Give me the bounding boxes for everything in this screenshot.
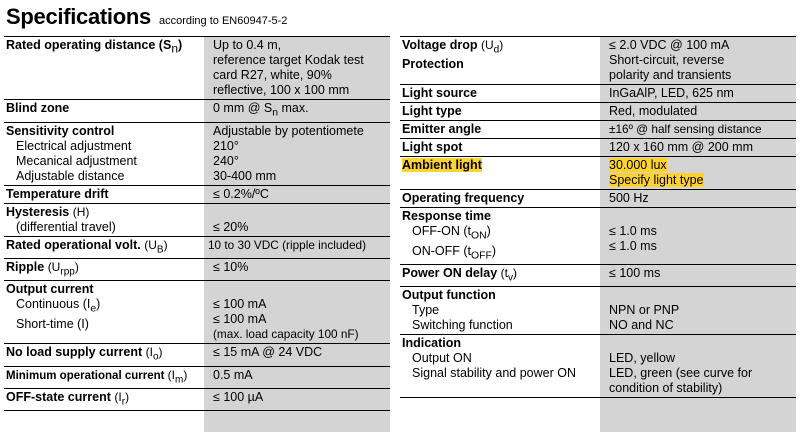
label-no-load: No load supply current xyxy=(6,345,143,360)
value-signal-stability-1: LED, green (see curve for xyxy=(609,366,753,381)
label-rated-volt: Rated operational volt. xyxy=(6,237,141,252)
value-hysteresis: ≤ 20% xyxy=(213,219,249,234)
spec-row-power-on-delay: Power ON delay $(t_v)$ ≤ 100 ms xyxy=(400,264,796,286)
label-mecanical-adjustment: Mecanical adjustment xyxy=(16,153,137,168)
spec-row-rated-distance: Rated operating distance $(S_n)$ Up to 0.4 m, reference target Kodak test card R27, white, 90% reflective, 100 x 100 mm xyxy=(4,36,390,99)
label-ripple: Ripple xyxy=(6,259,45,274)
label-emitter-angle: Emitter angle xyxy=(402,122,482,136)
spec-row-emitter-angle xyxy=(400,120,796,138)
spec-row-response-time xyxy=(400,207,796,264)
left-filler xyxy=(4,410,390,432)
value-protection-2: polarity and transients xyxy=(609,68,732,82)
label-blind-zone: Blind zone xyxy=(6,101,70,115)
label-temp-drift: Temperature drift xyxy=(6,186,109,201)
spec-row-temp-drift xyxy=(4,185,390,203)
value-electrical-adjustment: 210° xyxy=(213,138,239,153)
spec-row-op-freq xyxy=(400,189,796,207)
spec-row-indication xyxy=(400,334,796,397)
value-off-on: ≤ 1.0 ms xyxy=(609,224,657,238)
label-power-on-delay: Power ON delay xyxy=(402,266,498,280)
spec-row-min-current: Minimum operational current $(I_m)$ 0.5 mA xyxy=(4,366,390,388)
spec-row-ripple: Ripple $(U_{rpp})$ ≤ 10% xyxy=(4,258,390,280)
label-continuous: Continuous $(I_e)$ xyxy=(16,297,101,315)
value-voltage-drop: ≤ 2.0 VDC @ 100 mA xyxy=(609,38,730,52)
spec-row-light-type xyxy=(400,102,796,120)
value-load-capacity-note: (max. load capacity 100 nF) xyxy=(213,327,359,342)
value-protection-1: Short-circuit, reverse xyxy=(609,53,725,67)
label-switching-function: Switching function xyxy=(412,318,513,333)
value-temp-drift: ≤ 0.2%/ºC xyxy=(213,186,269,201)
page-subtitle: according to EN60947-5-2 xyxy=(158,15,288,27)
value-ripple: ≤ 10% xyxy=(213,259,249,274)
value-no-load: ≤ 15 mA @ 24 VDC xyxy=(213,345,323,360)
value-emitter-angle: ±16º @ half sensing distance xyxy=(609,122,762,136)
value-sensitivity: Adjustable by potentiomete xyxy=(213,123,364,138)
spec-row-light-source xyxy=(400,84,796,102)
value-blind-zone: 0 mm @ $S_n$ max. xyxy=(213,101,309,119)
value-rated-distance-3: card R27, white, 90% xyxy=(213,68,332,82)
spec-row-sensitivity xyxy=(4,122,390,185)
spec-row-off-state: OFF-state current $(I_r)$ ≤ 100 µA xyxy=(4,388,390,410)
label-output-function: Output function xyxy=(402,288,496,303)
spec-tables xyxy=(4,36,796,432)
label-voltage-drop: Voltage drop xyxy=(402,38,478,52)
spec-row-hysteresis: Hysteresis (H) (differential travel) ≤ 20% xyxy=(4,203,390,236)
value-light-spot: 120 x 160 mm @ 200 mm xyxy=(609,140,753,154)
value-switching-function: NO and NC xyxy=(609,318,674,333)
spec-row-blind-zone xyxy=(4,99,390,122)
value-light-source: InGaAlP, LED, 625 nm xyxy=(609,86,734,100)
label-op-freq: Operating frequency xyxy=(402,191,525,205)
spec-row-output-current xyxy=(4,280,390,343)
label-light-source: Light source xyxy=(402,86,478,100)
label-response-time: Response time xyxy=(402,209,491,223)
value-adjustable-distance: 30-400 mm xyxy=(213,168,277,183)
value-light-type: Red, modulated xyxy=(609,104,698,118)
value-mecanical-adjustment: 240° xyxy=(213,153,239,168)
label-rated-distance: Rated operating distance (S xyxy=(6,38,172,52)
page-title: Specifications xyxy=(6,4,151,29)
label-short-time: Short-time (I) xyxy=(16,316,89,331)
spec-table-left xyxy=(4,36,390,432)
label-electrical-adjustment: Electrical adjustment xyxy=(16,138,132,153)
value-rated-distance-1: Up to 0.4 m, xyxy=(213,38,282,52)
value-continuous: ≤ 100 mA xyxy=(213,297,267,312)
label-differential-travel: (differential travel) xyxy=(16,219,116,234)
label-output-on: Output ON xyxy=(412,351,472,366)
value-short-time: ≤ 100 mA xyxy=(213,312,267,327)
page-header xyxy=(6,4,287,30)
spec-row-rated-volt: Rated operational volt. $(U_B)$ 10 to 30 VDC (ripple included) xyxy=(4,236,390,258)
value-ambient-lux: 30.000 lux xyxy=(609,158,667,172)
spec-row-no-load: No load supply current $(I_o)$ ≤ 15 mA @ 24 VDC xyxy=(4,343,390,365)
label-protection: Protection xyxy=(402,57,464,72)
value-off-state: ≤ 100 µA xyxy=(213,390,264,405)
value-ambient-note: Specify light type xyxy=(609,173,704,187)
value-rated-volt: 10 to 30 VDC (ripple included) xyxy=(208,237,367,252)
value-on-off: ≤ 1.0 ms xyxy=(609,239,657,253)
label-signal-stability: Signal stability and power ON xyxy=(412,366,576,381)
label-output-current: Output current xyxy=(6,282,94,297)
label-type: Type xyxy=(412,303,440,318)
value-op-freq: 500 Hz xyxy=(609,191,649,205)
label-indication: Indication xyxy=(402,336,462,351)
spec-row-ambient-light xyxy=(400,156,796,189)
label-sensitivity: Sensitivity control xyxy=(6,123,115,138)
label-light-spot: Light spot xyxy=(402,140,463,154)
value-output-on: LED, yellow xyxy=(609,351,675,366)
spec-row-output-function xyxy=(400,286,796,334)
value-signal-stability-2: condition of stability) xyxy=(609,381,723,396)
label-off-on: OFF-ON $(t_{ON})$ xyxy=(412,224,491,242)
label-min-current: Minimum operational current xyxy=(6,369,165,382)
value-rated-distance-4: reflective, 100 x 100 mm xyxy=(213,83,350,97)
label-off-state: OFF-state current xyxy=(6,390,111,405)
value-power-on-delay: ≤ 100 ms xyxy=(609,266,661,280)
value-type: NPN or PNP xyxy=(609,303,680,318)
label-ambient-light: Ambient light xyxy=(402,158,482,172)
label-light-type: Light type xyxy=(402,104,462,118)
spec-row-voltage-drop: Voltage drop $(U_d)$ Protection ≤ 2.0 VDC @ 100 mA Short-circuit, reverse polarity and transients xyxy=(400,36,796,84)
spec-table-right xyxy=(400,36,796,432)
label-hysteresis: Hysteresis xyxy=(6,204,70,219)
label-on-off: ON-OFF $(t_{OFF})$ xyxy=(412,243,496,261)
spec-row-light-spot xyxy=(400,138,796,156)
value-min-current: 0.5 mA xyxy=(213,367,253,382)
value-rated-distance-2: reference target Kodak test xyxy=(213,53,364,67)
label-adjustable-distance: Adjustable distance xyxy=(16,168,125,183)
right-filler xyxy=(400,397,796,432)
